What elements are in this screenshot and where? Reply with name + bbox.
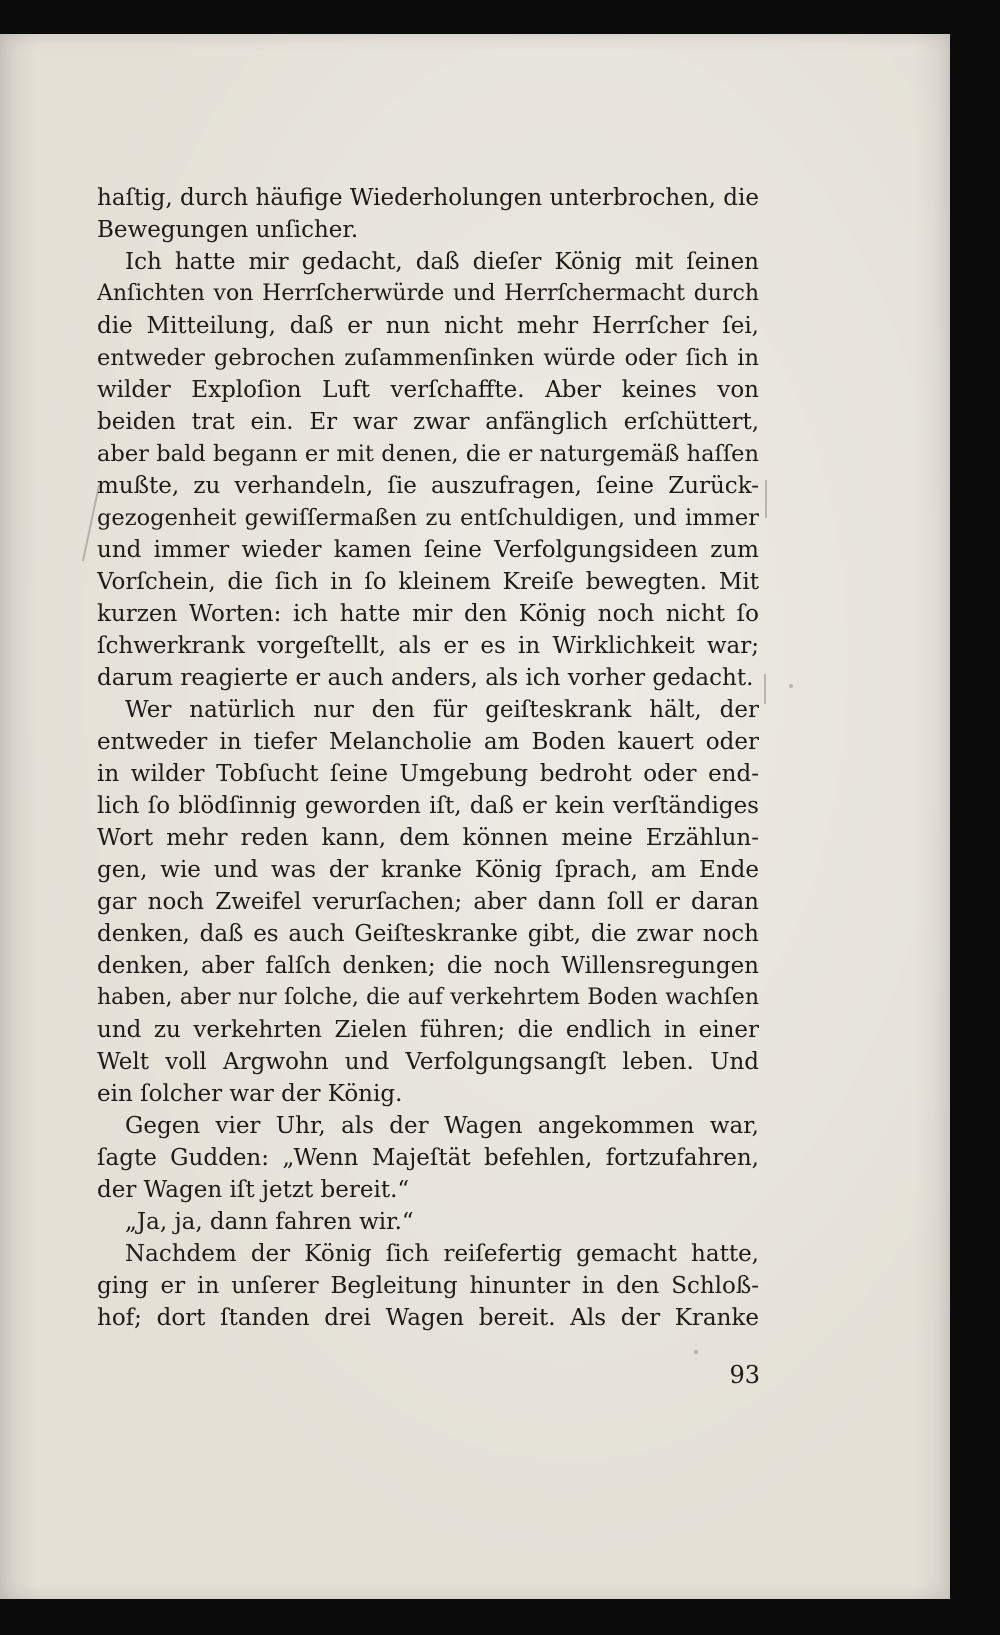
text-line: gar noch Zweifel verurſachen; aber dann ſoll er daran <box>97 889 759 915</box>
text-line: Bewegungen unſicher. <box>97 217 359 243</box>
text-line: haſtig, durch häufige Wiederholungen unterbrochen, die <box>97 185 759 211</box>
text-line: entweder gebrochen zuſammenſinken würde oder ſich in <box>97 345 759 371</box>
text-line: ging er in unſerer Begleitung hinunter in den Schloß- <box>97 1273 759 1299</box>
text-line: lich ſo blödſinnig geworden iſt, daß er kein verſtändiges <box>97 793 759 819</box>
text-line: die Mitteilung, daß er nun nicht mehr Herrſcher ſei, <box>97 313 759 339</box>
text-line: entweder in tiefer Melancholie am Boden kauert oder <box>97 729 759 755</box>
text-line: in wilder Tobſucht ſeine Umgebung bedroht oder end- <box>97 761 759 787</box>
text-line: beiden trat ein. Er war zwar anfänglich erſchüttert, <box>97 409 759 435</box>
text-line: ſagte Gudden: „Wenn Majeſtät befehlen, fortzufahren, <box>97 1145 759 1171</box>
text-line: Ich hatte mir gedacht, daß dieſer König mit ſeinen <box>125 249 759 275</box>
text-line: wilder Exploſion Luft verſchaffte. Aber keines von <box>97 377 759 403</box>
body-text <box>97 182 759 1334</box>
text-line: mußte, zu verhandeln, ſie auszufragen, ſeine Zurück- <box>97 473 759 499</box>
text-line: gezogenheit gewiſſermaßen zu entſchuldigen, und immer <box>97 505 759 531</box>
text-line: haben, aber nur ſolche, die auf verkehrtem Boden wachſen <box>97 985 759 1010</box>
text-line: Gegen vier Uhr, als der Wagen angekommen war, <box>125 1113 759 1139</box>
text-line: gen, wie und was der kranke König ſprach, am Ende <box>97 857 759 883</box>
text-line: Wer natürlich nur den für geiſteskrank hält, der <box>125 697 759 723</box>
text-line: Nachdem der König ſich reiſefertig gemacht hatte, <box>125 1241 759 1267</box>
text-line: ſchwerkrank vorgeſtellt, als er es in Wirklichkeit war; <box>97 633 759 659</box>
text-line: kurzen Worten: ich hatte mir den König noch nicht ſo <box>97 601 759 627</box>
ink-speck <box>789 684 793 688</box>
text-line: denken, aber falſch denken; die noch Willensregungen <box>97 953 759 979</box>
text-line: denken, daß es auch Geiſteskranke gibt, die zwar noch <box>97 921 759 947</box>
pencil-mark <box>765 480 767 518</box>
text-line: der Wagen iſt jetzt bereit.“ <box>97 1177 410 1203</box>
text-line: Vorſchein, die ſich in ſo kleinem Kreiſe bewegten. Mit <box>97 569 759 595</box>
text-line: und immer wieder kamen ſeine Verfolgungsideen zum <box>97 537 759 563</box>
text-line: aber bald begann er mit denen, die er naturgemäß haſſen <box>97 441 759 467</box>
pencil-mark <box>764 674 766 704</box>
ink-speck <box>694 1350 698 1354</box>
text-line: darum reagierte er auch anders, als ich vorher gedacht. <box>97 665 754 691</box>
text-line: hof; dort ſtanden drei Wagen bereit. Als der Kranke <box>97 1305 759 1331</box>
text-line: Welt voll Argwohn und Verfolgungsangſt leben. Und <box>97 1049 759 1075</box>
text-line: ein ſolcher war der König. <box>97 1081 403 1107</box>
text-line: „Ja, ja, dann fahren wir.“ <box>125 1209 414 1235</box>
page-paper <box>0 34 950 1599</box>
text-line: Wort mehr reden kann, dem können meine Erzählun- <box>97 825 759 851</box>
text-line: Anſichten von Herrſcherwürde und Herrſchermacht durch <box>97 281 759 306</box>
page-number: 93 <box>729 1361 760 1389</box>
text-line: und zu verkehrten Zielen führen; die endlich in einer <box>97 1017 759 1043</box>
